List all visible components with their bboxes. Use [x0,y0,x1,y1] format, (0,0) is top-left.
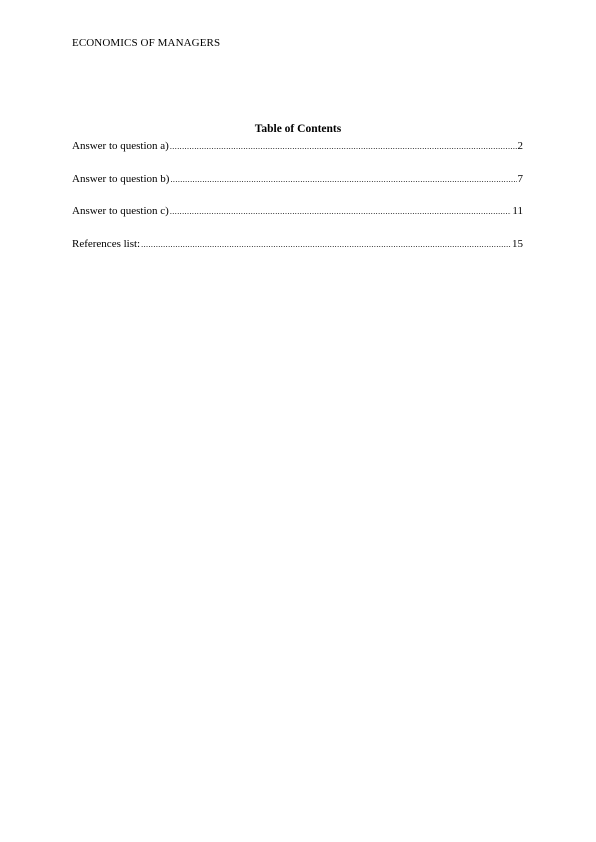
toc-dot-leader [141,238,511,252]
toc-entry-page-number: 11 [512,205,523,217]
toc-title: Table of Contents [254,123,342,135]
toc-entry-question-a[interactable] [72,139,523,153]
toc-dot-leader [170,205,512,219]
running-header: ECONOMICS OF MANAGERS [72,37,221,49]
table-of-contents [72,139,523,269]
toc-entry-label: References list: [72,237,141,250]
toc-dot-leader [170,173,516,187]
toc-dot-leader [170,140,517,154]
toc-entry-question-b[interactable] [72,172,523,186]
toc-entry-label: Answer to question c) [72,205,169,217]
toc-entry-references[interactable] [72,237,523,251]
toc-entry-label: Answer to question b) [72,172,170,185]
toc-entry-page-number: 7 [517,172,523,185]
toc-entry-page-number: 15 [512,237,523,250]
toc-entry-question-c[interactable] [72,204,523,218]
toc-entry-page-number: 2 [517,140,523,152]
toc-entry-label: Answer to question a) [72,140,169,152]
